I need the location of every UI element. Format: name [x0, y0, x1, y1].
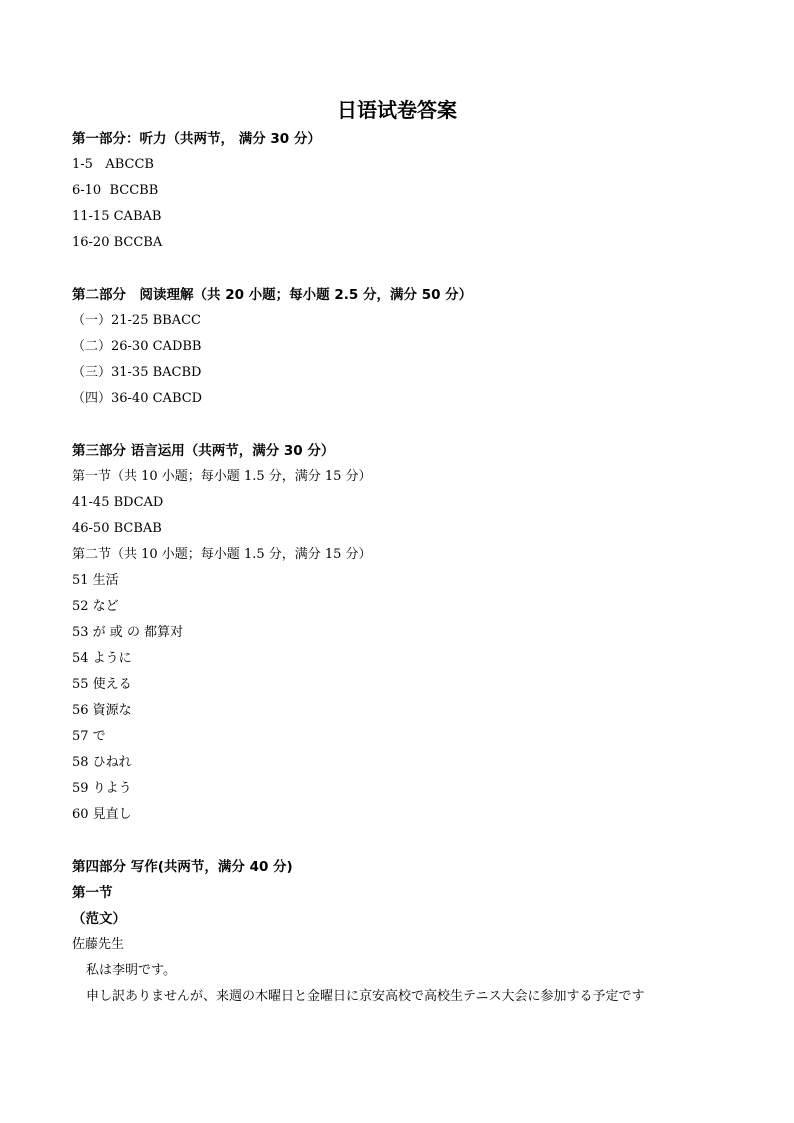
- answer-line: 16-20 BCCBA: [72, 235, 163, 250]
- answer-line: 1-5 ABCCB: [72, 157, 154, 172]
- answer-sheet-content: [72, 126, 752, 1010]
- section-4-heading: 第四部分 写作(共两节，满分 40 分): [72, 859, 293, 875]
- letter-paragraph: 私は李明です。: [86, 963, 176, 978]
- answer-line: 55 使える: [72, 677, 132, 692]
- answer-line: 6-10 BCCBB: [72, 183, 159, 198]
- answer-line: 11-15 CABAB: [72, 209, 162, 224]
- answer-line: 41-45 BDCAD: [72, 495, 164, 510]
- answer-line: 56 資源な: [72, 703, 132, 718]
- answer-line: （四）36-40 CABCD: [72, 391, 203, 406]
- subsection-heading: 第一节（共 10 小题；每小题 1.5 分，满分 15 分）: [72, 469, 372, 484]
- answer-line: 52 など: [72, 599, 119, 614]
- answer-line: 54 ように: [72, 651, 132, 666]
- spacer: [72, 412, 752, 438]
- section-1-heading: 第一部分：听力（共两节， 满分 30 分）: [72, 131, 321, 147]
- answer-line: 60 見直し: [72, 807, 132, 822]
- section-2-heading: 第二部分 阅读理解（共 20 小题；每小题 2.5 分，满分 50 分）: [72, 287, 473, 303]
- letter-salutation: 佐藤先生: [72, 937, 125, 952]
- answer-line: （一）21-25 BBACC: [72, 313, 201, 328]
- spacer: [72, 828, 752, 854]
- page-title: 日语试卷答案: [337, 98, 457, 122]
- answer-line: （二）26-30 CADBB: [72, 339, 202, 354]
- spacer: [72, 256, 752, 282]
- sample-essay-label: （范文）: [72, 911, 126, 927]
- answer-line: 59 りよう: [72, 781, 132, 796]
- section-3-heading: 第三部分 语言运用（共两节，满分 30 分）: [72, 443, 335, 459]
- answer-line: （三）31-35 BACBD: [72, 365, 202, 380]
- answer-line: 53 が 或 の 都算对: [72, 625, 184, 640]
- answer-line: 46-50 BCBAB: [72, 521, 162, 536]
- subsection-heading: 第一节: [72, 885, 113, 901]
- answer-line: 51 生活: [72, 573, 119, 588]
- answer-line: 58 ひねれ: [72, 755, 132, 770]
- subsection-heading: 第二节（共 10 小题；每小题 1.5 分，满分 15 分）: [72, 547, 372, 562]
- letter-paragraph: 申し訳ありませんが、来週の木曜日と金曜日に京安高校で高校生テニス大会に参加する予定です: [86, 989, 645, 1004]
- answer-line: 57 で: [72, 729, 106, 744]
